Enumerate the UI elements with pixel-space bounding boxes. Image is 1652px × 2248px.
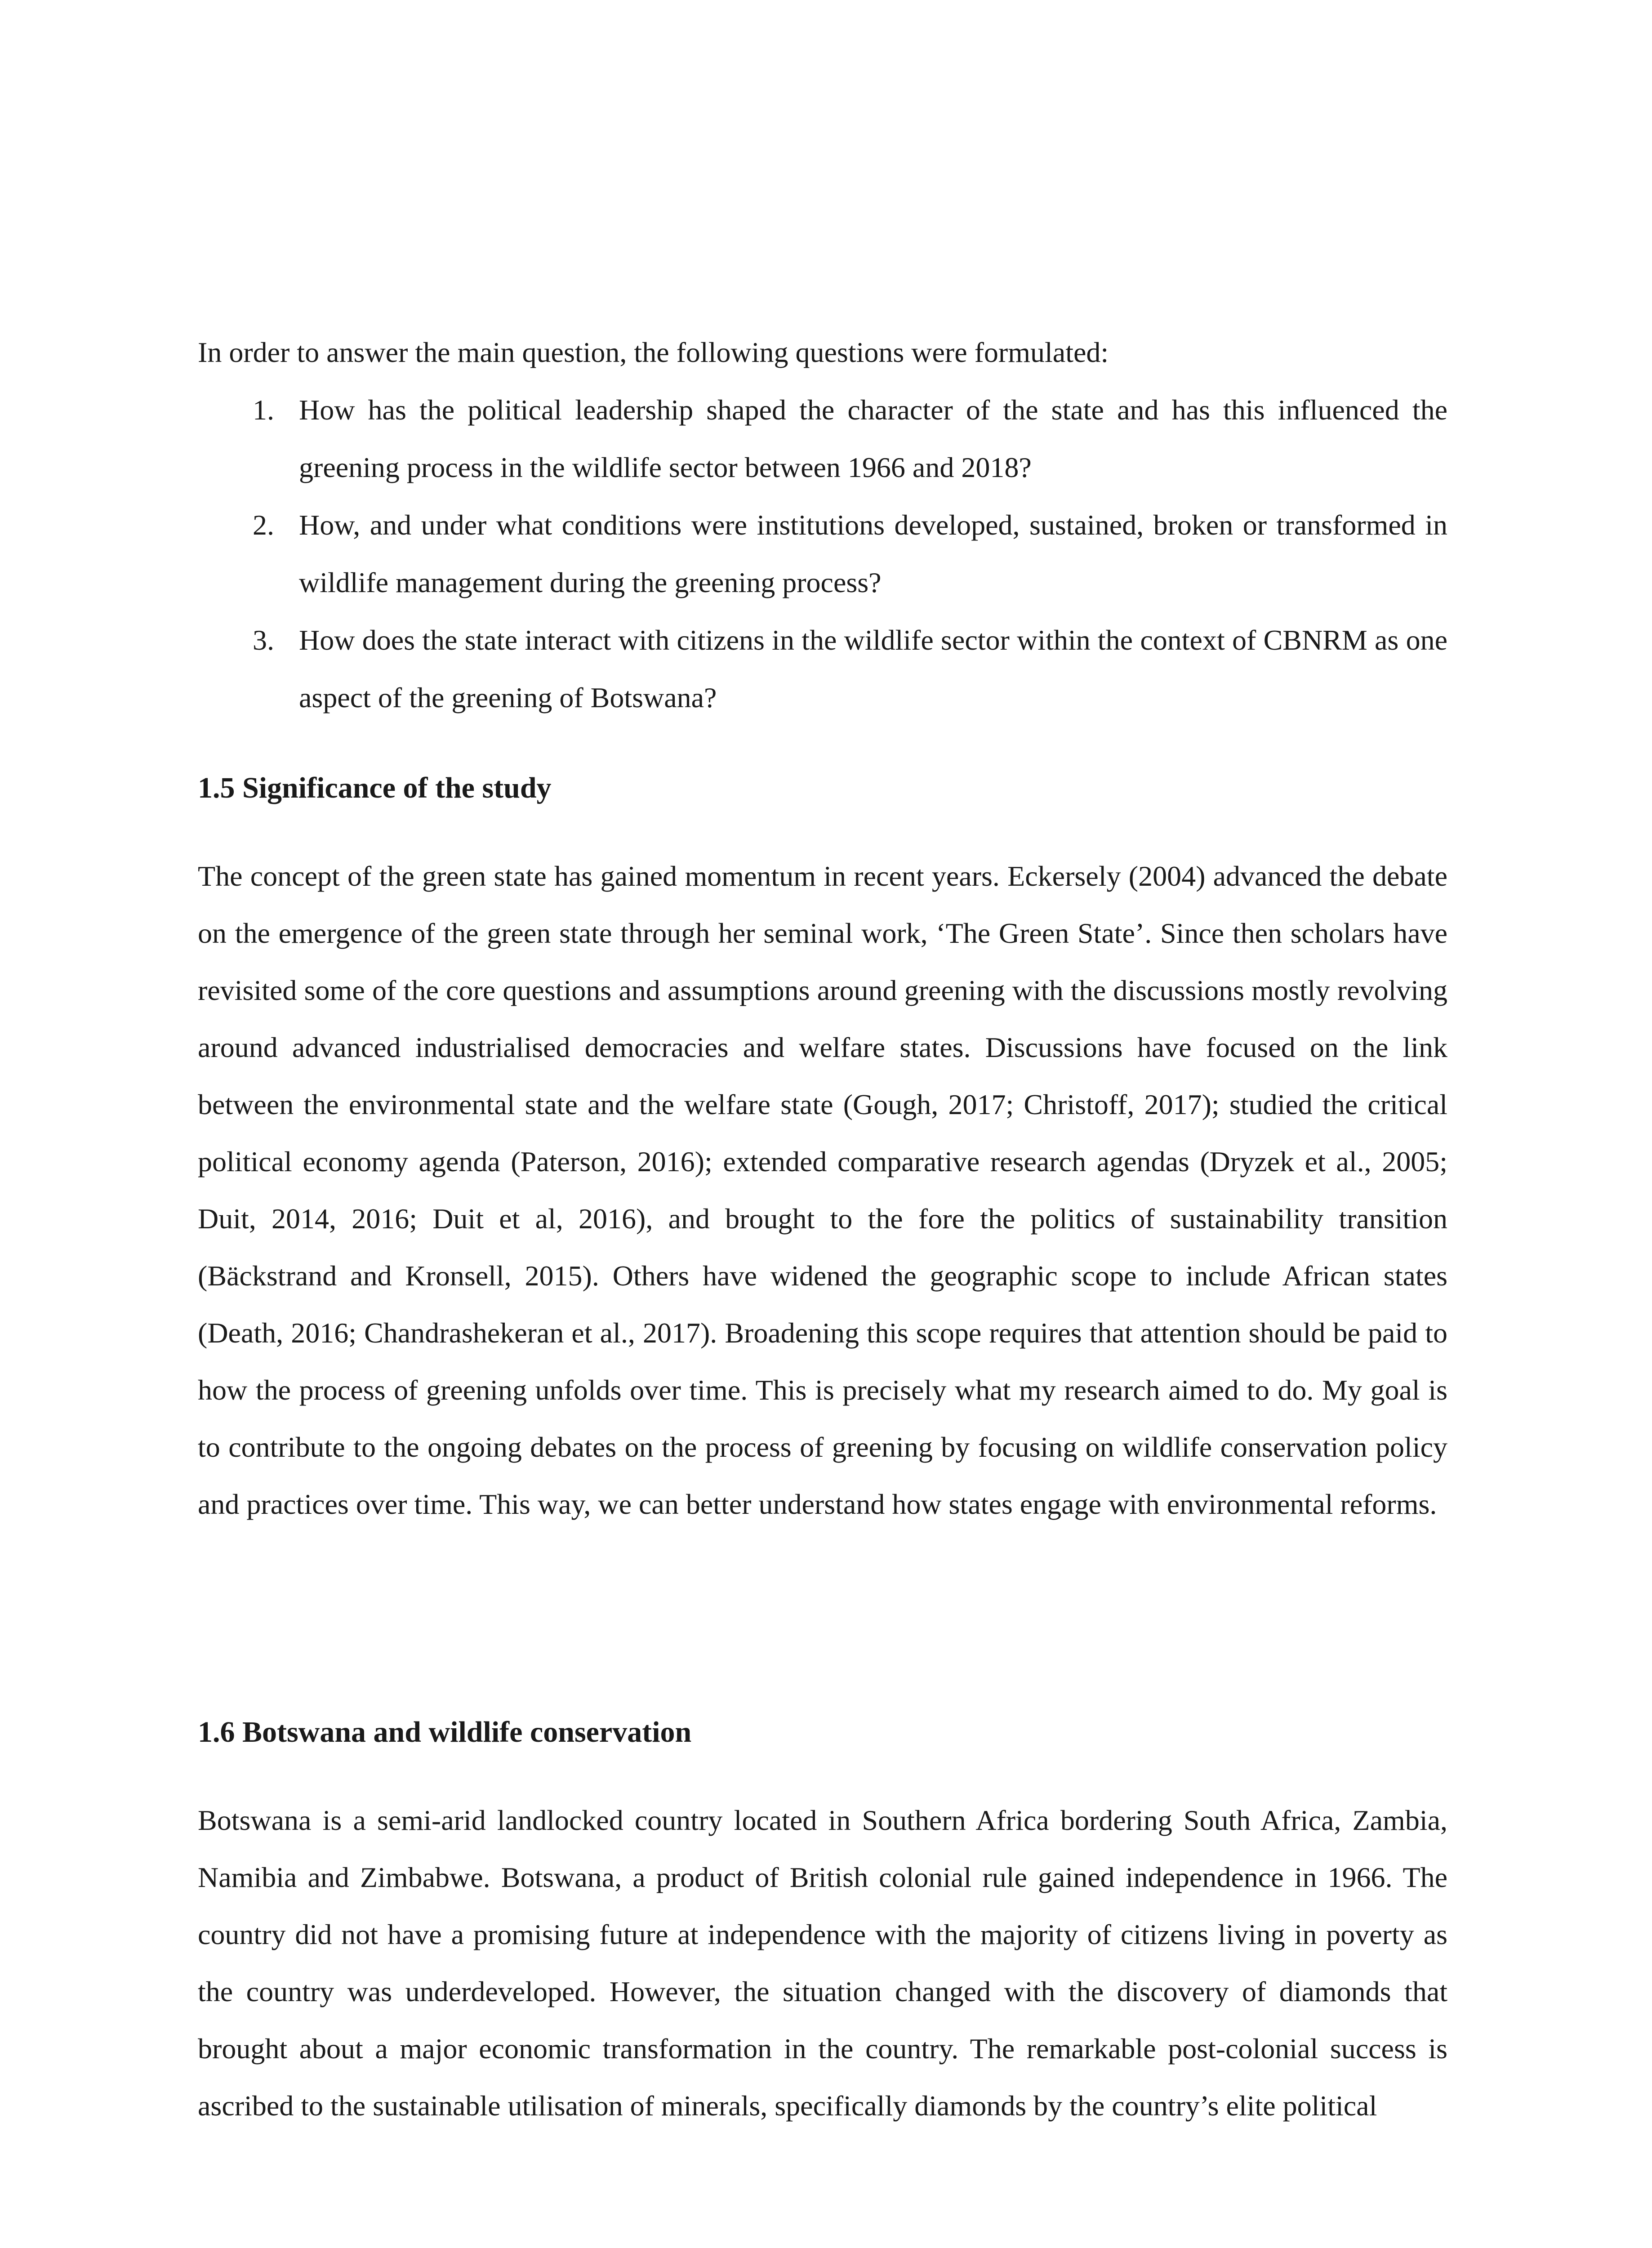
botswana-paragraph: Botswana is a semi-arid landlocked country located in Southern Africa bordering South Africa, Zambia, Namibia and Zimbabwe. Botswana, a product of British colonial rule gained independence in 1966. The country did not have a promising future at independence with the majority of citizens living in poverty as the country was underdeveloped. However, the situation changed with the discovery of diamonds that brought about a major economic transformation in the country. The remarkable post-colonial success is ascribed to the sustainable utilisation of minerals, specifically diamonds by the country’s elite political (198, 1804, 1447, 2122)
question-text: How has the political leadership shaped the character of the state and has this influenced the greening process in the wildlife sector between 1966 and 2018? (299, 394, 1447, 483)
list-item (198, 496, 1447, 611)
list-item (198, 381, 1447, 496)
list-item (198, 611, 1447, 727)
research-questions-block (198, 324, 1447, 727)
questions-lead-sentence: In order to answer the main question, the following questions were formulated: (198, 336, 1109, 368)
section-heading-botswana: 1.6 Botswana and wildlife conservation (198, 1716, 692, 1748)
question-number: 1. (253, 394, 274, 426)
significance-paragraph: The concept of the green state has gained momentum in recent years. Eckersely (2004) advanced the debate on the emergence of the green state through her seminal work, ‘The Green State’. Since then scholars have revisited some of the core questions and assumptions around greening with the discussions mostly revolving around advanced industrialised democracies and welfare states. Discussions have focused on the link between the environmental state and the welfare state (Gough, 2017; Christoff, 2017); studied the critical political economy agenda (Paterson, 2016); extended comparative research agendas (Dryzek et al., 2005; Duit, 2014, 2016; Duit et al, 2016), and brought to the fore the politics of sustainability transition (Bäckstrand and Kronsell, 2015). Others have widened the geographic scope to include African states (Death, 2016; Chandrashekeran et al., 2017). Broadening this scope requires that attention should be paid to how the process of greening unfolds over time. This is precisely what my research aimed to do. My goal is to contribute to the ongoing debates on the process of greening by focusing on wildlife conservation policy and practices over time. This way, we can better understand how states engage with environmental reforms. (198, 860, 1447, 1520)
section-heading-significance: 1.5 Significance of the study (198, 772, 552, 804)
question-text: How, and under what conditions were institutions developed, sustained, broken or transformed in wildlife management during the greening process? (299, 509, 1447, 598)
question-number: 3. (253, 624, 274, 656)
question-text: How does the state interact with citizens in the wildlife sector within the context of CBNRM as one aspect of the greening of Botswana? (299, 624, 1447, 714)
question-number: 2. (253, 509, 274, 541)
research-questions-list (198, 381, 1447, 727)
